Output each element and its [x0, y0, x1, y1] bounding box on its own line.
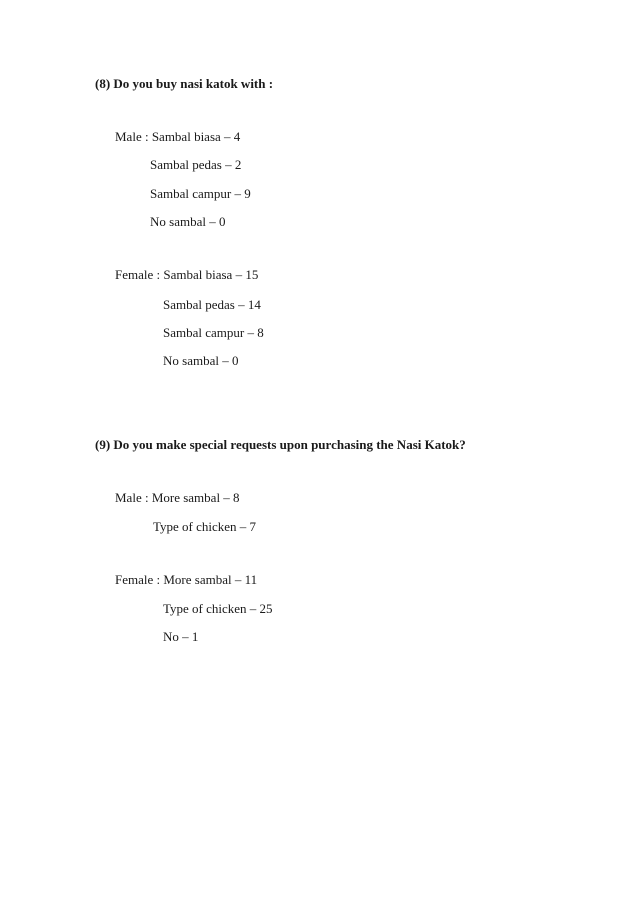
q8-male-sambal-campur: Sambal campur – 9: [150, 186, 251, 201]
q8-female-no-sambal: No sambal – 0: [163, 353, 239, 368]
q9-male-more-sambal: Male : More sambal – 8: [115, 490, 240, 505]
q8-male-no-sambal: No sambal – 0: [150, 214, 226, 229]
q8-male-sambal-biasa: Male : Sambal biasa – 4: [115, 129, 241, 144]
q8-female-sambal-pedas: Sambal pedas – 14: [163, 297, 261, 312]
q8-male-sambal-pedas: Sambal pedas – 2: [150, 157, 242, 172]
question-9-heading: (9) Do you make special requests upon purchasing the Nasi Katok?: [95, 437, 466, 452]
q9-female-type-of-chicken: Type of chicken – 25: [163, 601, 273, 616]
q8-female-sambal-biasa: Female : Sambal biasa – 15: [115, 267, 259, 282]
q8-female-sambal-campur: Sambal campur – 8: [163, 325, 264, 340]
q9-male-type-of-chicken: Type of chicken – 7: [153, 519, 257, 534]
question-8-heading: (8) Do you buy nasi katok with :: [95, 76, 274, 91]
q9-female-no: No – 1: [163, 629, 199, 644]
q9-female-more-sambal: Female : More sambal – 11: [115, 572, 258, 587]
